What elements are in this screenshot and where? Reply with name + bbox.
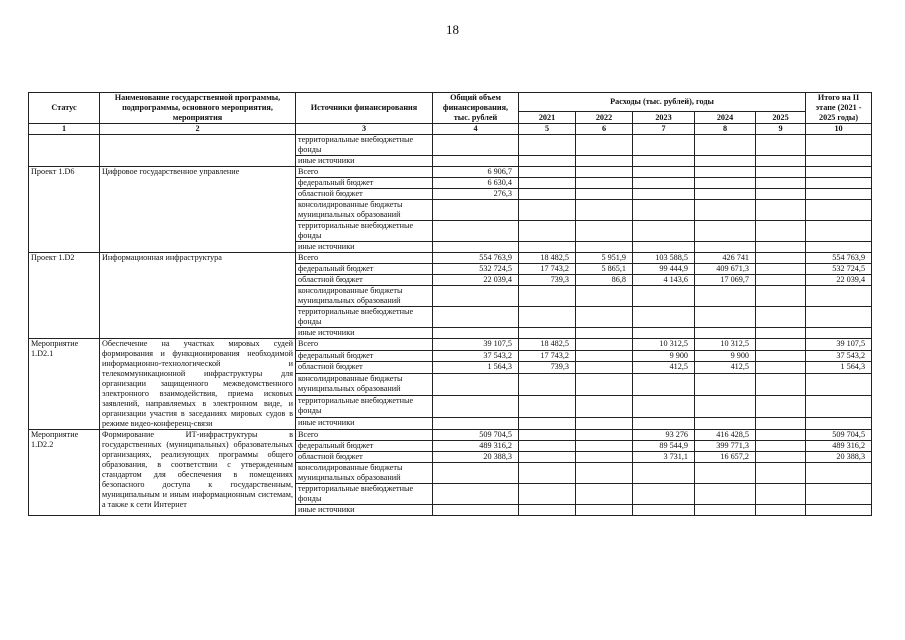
cell-2024: 10 312,5 [695, 339, 756, 351]
cell-source: иные источники [296, 418, 433, 430]
cell-source: иные источники [296, 328, 433, 339]
column-number: 7 [633, 124, 695, 135]
cell-source: федеральный бюджет [296, 264, 433, 275]
cell-2024: 17 069,7 [695, 275, 756, 286]
cell-2021 [519, 221, 576, 242]
header-expenses: Расходы (тыс. рублей), годы [519, 93, 806, 112]
cell-2025 [756, 275, 806, 286]
cell-source: консолидированные бюджеты муниципальных образований [296, 200, 433, 221]
header-status: Статус [29, 93, 100, 124]
cell-2021 [519, 328, 576, 339]
cell-2021: 17 743,2 [519, 350, 576, 362]
cell-2023 [633, 328, 695, 339]
cell-total [433, 286, 519, 307]
cell-2021: 17 743,2 [519, 264, 576, 275]
column-number: 2 [100, 124, 296, 135]
cell-result [806, 418, 872, 430]
cell-2021 [519, 200, 576, 221]
cell-2025 [756, 242, 806, 253]
cell-2024 [695, 242, 756, 253]
cell-2022 [576, 350, 633, 362]
cell-2022: 5 865,1 [576, 264, 633, 275]
cell-2023: 3 731,1 [633, 452, 695, 463]
cell-result [806, 463, 872, 484]
cell-source: иные источники [296, 156, 433, 167]
cell-2025 [756, 189, 806, 200]
cell-2025 [756, 396, 806, 418]
cell-result [806, 505, 872, 516]
cell-2023 [633, 156, 695, 167]
column-number: 3 [296, 124, 433, 135]
cell-2023 [633, 221, 695, 242]
cell-2022 [576, 167, 633, 178]
cell-total [433, 156, 519, 167]
cell-2025 [756, 452, 806, 463]
table-body [29, 135, 872, 516]
cell-source: территориальные внебюджетные фонды [296, 484, 433, 505]
cell-source: консолидированные бюджеты муниципальных образований [296, 373, 433, 395]
cell-2023 [633, 135, 695, 156]
column-number: 4 [433, 124, 519, 135]
cell-source: консолидированные бюджеты муниципальных образований [296, 463, 433, 484]
cell-2021 [519, 430, 576, 441]
cell-source: федеральный бюджет [296, 350, 433, 362]
cell-2025 [756, 339, 806, 351]
cell-2022 [576, 452, 633, 463]
cell-total [433, 396, 519, 418]
cell-2022 [576, 178, 633, 189]
cell-2022 [576, 505, 633, 516]
cell-2023: 99 444,9 [633, 264, 695, 275]
cell-2024: 409 671,3 [695, 264, 756, 275]
cell-2022 [576, 286, 633, 307]
cell-2023 [633, 178, 695, 189]
cell-2024 [695, 396, 756, 418]
cell-source: иные источники [296, 505, 433, 516]
cell-2022 [576, 373, 633, 395]
cell-source: федеральный бюджет [296, 441, 433, 452]
cell-2021: 739,3 [519, 275, 576, 286]
cell-2022 [576, 396, 633, 418]
cell-2024: 412,5 [695, 362, 756, 374]
cell-status: Проект 1.D2 [29, 253, 100, 339]
cell-source: иные источники [296, 242, 433, 253]
cell-total: 554 763,9 [433, 253, 519, 264]
cell-result [806, 373, 872, 395]
cell-2022 [576, 362, 633, 374]
cell-2021 [519, 167, 576, 178]
cell-2023: 93 276 [633, 430, 695, 441]
cell-result: 39 107,5 [806, 339, 872, 351]
cell-2022 [576, 430, 633, 441]
header-name: Наименование государственной программы, подпрограммы, основного мероприятия, мероприятия [100, 93, 296, 124]
cell-2021 [519, 189, 576, 200]
cell-total [433, 307, 519, 328]
cell-2021 [519, 178, 576, 189]
cell-total [433, 418, 519, 430]
cell-2021: 18 482,5 [519, 253, 576, 264]
cell-2023 [633, 286, 695, 307]
page-number: 18 [446, 22, 459, 37]
cell-total: 37 543,2 [433, 350, 519, 362]
cell-source: Всего [296, 167, 433, 178]
cell-2024 [695, 484, 756, 505]
cell-2023: 89 544,9 [633, 441, 695, 452]
cell-source: Всего [296, 339, 433, 351]
cell-2022 [576, 328, 633, 339]
cell-2024 [695, 200, 756, 221]
cell-result [806, 286, 872, 307]
cell-result [806, 167, 872, 178]
cell-total [433, 135, 519, 156]
cell-2023 [633, 396, 695, 418]
cell-2022 [576, 221, 633, 242]
cell-total: 39 107,5 [433, 339, 519, 351]
cell-2023 [633, 484, 695, 505]
cell-name: Обеспечение на участках мировых судей формирования и функционирования необходимой информационно-технологической и телекоммуникационной инфраструктуры для организации защищенного межведомственного электронного взаимодействия, приема исковых заявлений, направляемых в электронном виде, и организации участия в заседаниях мировых судов в режиме видео-конференц-связи [100, 339, 296, 430]
cell-2024 [695, 156, 756, 167]
cell-status [29, 135, 100, 167]
cell-source: территориальные внебюджетные фонды [296, 396, 433, 418]
cell-2023 [633, 167, 695, 178]
table-row [29, 339, 872, 351]
cell-source: областной бюджет [296, 452, 433, 463]
cell-result [806, 328, 872, 339]
cell-2024 [695, 189, 756, 200]
column-number: 6 [576, 124, 633, 135]
column-number: 10 [806, 124, 872, 135]
cell-2024: 416 428,5 [695, 430, 756, 441]
cell-2025 [756, 350, 806, 362]
cell-2024: 9 900 [695, 350, 756, 362]
cell-source: территориальные внебюджетные фонды [296, 221, 433, 242]
cell-2022: 5 951,9 [576, 253, 633, 264]
cell-2024 [695, 178, 756, 189]
cell-2025 [756, 328, 806, 339]
header-total-volume: Общий объем финансирования, тыс. рублей [433, 93, 519, 124]
cell-total: 22 039,4 [433, 275, 519, 286]
cell-2022: 86,8 [576, 275, 633, 286]
cell-total: 1 564,3 [433, 362, 519, 374]
cell-source: территориальные внебюджетные фонды [296, 135, 433, 156]
cell-source: консолидированные бюджеты муниципальных образований [296, 286, 433, 307]
cell-total: 532 724,5 [433, 264, 519, 275]
cell-2024 [695, 221, 756, 242]
cell-2022 [576, 418, 633, 430]
cell-2022 [576, 463, 633, 484]
table-header [29, 93, 872, 135]
cell-2024 [695, 505, 756, 516]
cell-2021 [519, 135, 576, 156]
cell-2025 [756, 200, 806, 221]
cell-result: 489 316,2 [806, 441, 872, 452]
cell-2025 [756, 286, 806, 307]
cell-2024 [695, 418, 756, 430]
cell-result [806, 484, 872, 505]
table-row [29, 167, 872, 178]
cell-2022 [576, 307, 633, 328]
cell-2024 [695, 328, 756, 339]
cell-2021 [519, 484, 576, 505]
cell-2022 [576, 441, 633, 452]
cell-2022 [576, 189, 633, 200]
cell-2023 [633, 418, 695, 430]
cell-2022 [576, 242, 633, 253]
cell-2025 [756, 135, 806, 156]
cell-2025 [756, 373, 806, 395]
table-row [29, 430, 872, 441]
cell-2024: 399 771,3 [695, 441, 756, 452]
column-number: 9 [756, 124, 806, 135]
cell-2025 [756, 441, 806, 452]
cell-total [433, 463, 519, 484]
cell-result [806, 307, 872, 328]
cell-2023: 9 900 [633, 350, 695, 362]
cell-2023: 10 312,5 [633, 339, 695, 351]
cell-2023: 4 143,6 [633, 275, 695, 286]
cell-result [806, 178, 872, 189]
table-row [29, 253, 872, 264]
cell-2023 [633, 373, 695, 395]
cell-source: территориальные внебюджетные фонды [296, 307, 433, 328]
cell-total: 20 388,3 [433, 452, 519, 463]
column-number: 1 [29, 124, 100, 135]
cell-result [806, 396, 872, 418]
cell-2025 [756, 156, 806, 167]
cell-total: 6 630,4 [433, 178, 519, 189]
cell-2023 [633, 307, 695, 328]
cell-2021 [519, 156, 576, 167]
cell-result [806, 189, 872, 200]
cell-2021 [519, 505, 576, 516]
cell-total [433, 221, 519, 242]
cell-2021 [519, 452, 576, 463]
cell-2021 [519, 242, 576, 253]
header-sources: Источники финансирования [296, 93, 433, 124]
cell-2021: 18 482,5 [519, 339, 576, 351]
cell-total: 509 704,5 [433, 430, 519, 441]
cell-total: 276,3 [433, 189, 519, 200]
cell-2021 [519, 286, 576, 307]
cell-result: 532 724,5 [806, 264, 872, 275]
cell-2023 [633, 463, 695, 484]
cell-2023 [633, 242, 695, 253]
cell-2021: 739,3 [519, 362, 576, 374]
cell-status: Мероприятие 1.D2.2 [29, 430, 100, 516]
header-year: 2023 [633, 112, 695, 124]
cell-source: Всего [296, 253, 433, 264]
cell-total [433, 484, 519, 505]
cell-2025 [756, 418, 806, 430]
cell-total [433, 242, 519, 253]
header-year: 2024 [695, 112, 756, 124]
cell-total: 6 906,7 [433, 167, 519, 178]
cell-2023 [633, 200, 695, 221]
cell-2025 [756, 362, 806, 374]
cell-result: 37 543,2 [806, 350, 872, 362]
cell-2024: 426 741 [695, 253, 756, 264]
column-number: 8 [695, 124, 756, 135]
column-number: 5 [519, 124, 576, 135]
cell-2024 [695, 373, 756, 395]
cell-2021 [519, 463, 576, 484]
cell-2021 [519, 307, 576, 328]
cell-total: 489 316,2 [433, 441, 519, 452]
cell-2021 [519, 373, 576, 395]
cell-result: 1 564,3 [806, 362, 872, 374]
cell-2025 [756, 253, 806, 264]
cell-2023: 412,5 [633, 362, 695, 374]
header-year: 2022 [576, 112, 633, 124]
cell-2021 [519, 418, 576, 430]
financing-table [28, 92, 872, 516]
cell-2025 [756, 463, 806, 484]
cell-source: областной бюджет [296, 362, 433, 374]
cell-result [806, 242, 872, 253]
cell-2025 [756, 178, 806, 189]
cell-2025 [756, 484, 806, 505]
cell-2024 [695, 307, 756, 328]
cell-2025 [756, 167, 806, 178]
cell-2024: 16 657,2 [695, 452, 756, 463]
cell-result: 20 388,3 [806, 452, 872, 463]
cell-2022 [576, 484, 633, 505]
cell-2025 [756, 264, 806, 275]
cell-2025 [756, 221, 806, 242]
cell-2022 [576, 135, 633, 156]
cell-2021 [519, 441, 576, 452]
cell-name: Формирование ИТ-инфраструктуры в государственных (муниципальных) образовательных организациях, реализующих программы общего образования, в соответствии с утвержденным стандартом для обеспечения в помещениях безопасного доступа к государственным, муниципальным и иным информационным системам, а также к сети Интернет [100, 430, 296, 516]
cell-2024 [695, 463, 756, 484]
cell-2024 [695, 135, 756, 156]
cell-2022 [576, 339, 633, 351]
cell-name [100, 135, 296, 167]
cell-source: федеральный бюджет [296, 178, 433, 189]
cell-name: Цифровое государственное управление [100, 167, 296, 253]
cell-status: Проект 1.D6 [29, 167, 100, 253]
cell-result: 22 039,4 [806, 275, 872, 286]
cell-result [806, 221, 872, 242]
cell-result: 554 763,9 [806, 253, 872, 264]
cell-total [433, 505, 519, 516]
cell-2023 [633, 189, 695, 200]
header-result: Итого на II этапе (2021 - 2025 годы) [806, 93, 872, 124]
header-year: 2025 [756, 112, 806, 124]
cell-total [433, 328, 519, 339]
cell-result [806, 135, 872, 156]
cell-2021 [519, 396, 576, 418]
cell-total [433, 373, 519, 395]
cell-2024 [695, 167, 756, 178]
cell-result [806, 156, 872, 167]
cell-2022 [576, 200, 633, 221]
cell-2025 [756, 430, 806, 441]
cell-source: Всего [296, 430, 433, 441]
cell-source: областной бюджет [296, 189, 433, 200]
cell-2025 [756, 307, 806, 328]
cell-2024 [695, 286, 756, 307]
table-row [29, 135, 872, 156]
cell-2023: 103 588,5 [633, 253, 695, 264]
cell-result: 509 704,5 [806, 430, 872, 441]
cell-name: Информационная инфраструктура [100, 253, 296, 339]
cell-result [806, 200, 872, 221]
cell-2025 [756, 505, 806, 516]
cell-2023 [633, 505, 695, 516]
cell-total [433, 200, 519, 221]
cell-source: областной бюджет [296, 275, 433, 286]
header-year: 2021 [519, 112, 576, 124]
cell-2022 [576, 156, 633, 167]
cell-status: Мероприятие 1.D2.1 [29, 339, 100, 430]
